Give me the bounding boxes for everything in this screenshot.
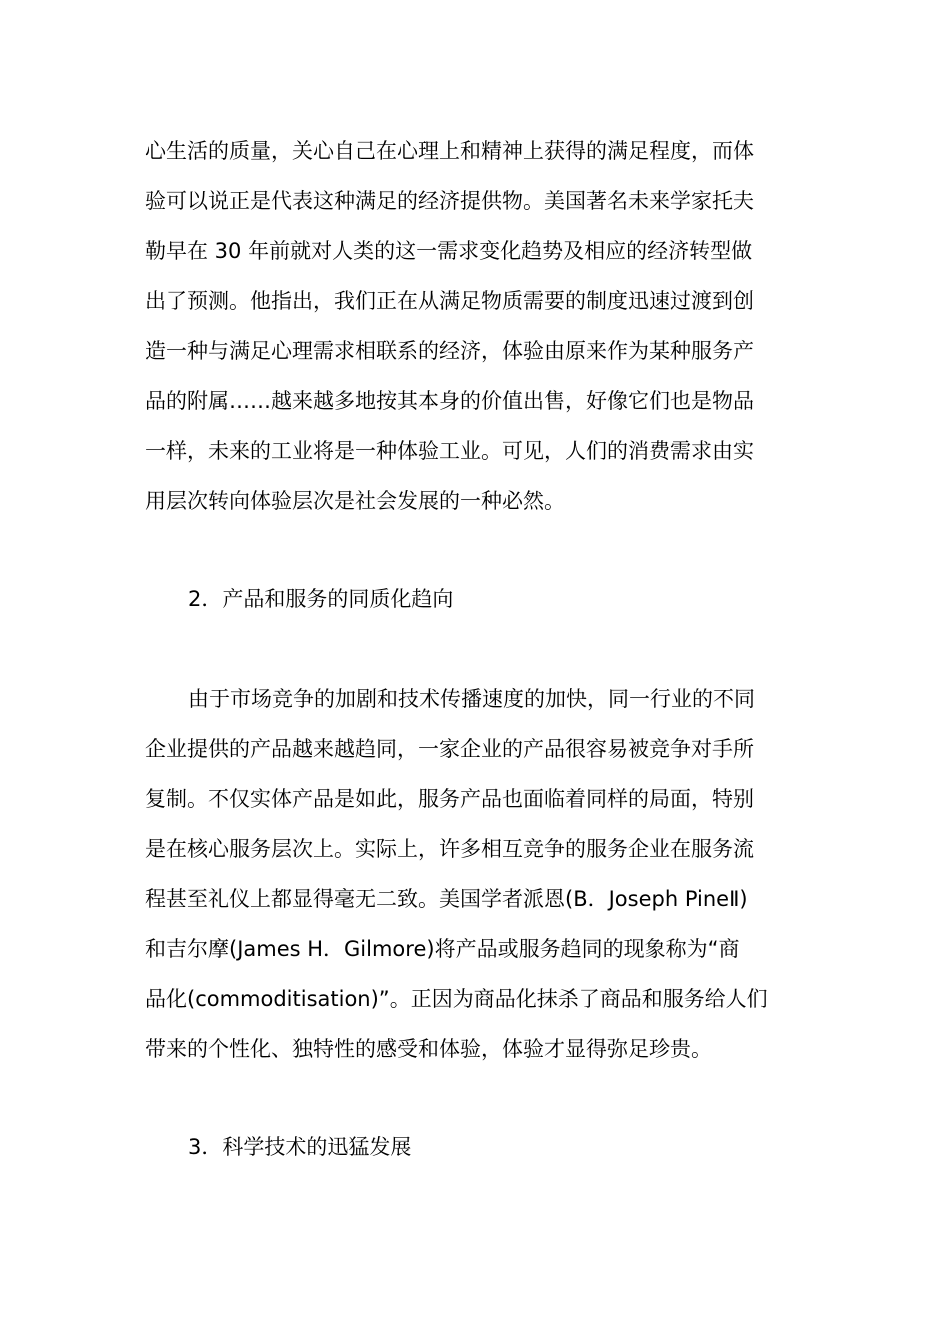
paragraph-line: 和吉尔摩(James H．Gilmore)将产品或服务趋同的现象称为“商 [145, 937, 740, 961]
paragraph-line: 带来的个性化、独特性的感受和体验，体验才显得弥足珍贵。 [145, 1037, 712, 1061]
section-heading-2: 2．产品和服务的同质化趋向 [188, 587, 454, 611]
paragraph-line: 企业提供的产品越来越趋同，一家企业的产品很容易被竞争对手所 [145, 737, 754, 761]
paragraph-line: 品化(commoditisation)”。正因为商品化抹杀了商品和服务给人们 [145, 987, 768, 1011]
paragraph-line: 一样，未来的工业将是一种体验工业。可见，人们的消费需求由实 [145, 439, 754, 463]
paragraph-line: 是在核心服务层次上。实际上，许多相互竞争的服务企业在服务流 [145, 837, 754, 861]
paragraph-line: 勒早在 30 年前就对人类的这一需求变化趋势及相应的经济转型做 [145, 239, 753, 263]
section-heading-3: 3．科学技术的迅猛发展 [188, 1135, 412, 1159]
paragraph-line: 出了预测。他指出，我们正在从满足物质需要的制度迅速过渡到创 [145, 289, 754, 313]
paragraph-line: 由于市场竞争的加剧和技术传播速度的加快，同一行业的不同 [188, 687, 755, 711]
paragraph-line: 造一种与满足心理需求相联系的经济，体验由原来作为某种服务产 [145, 339, 754, 363]
paragraph-line: 品的附属……越来越多地按其本身的价值出售，好像它们也是物品 [145, 389, 754, 413]
paragraph-line: 验可以说正是代表这种满足的经济提供物。美国著名未来学家托夫 [145, 189, 754, 213]
paragraph-line: 心生活的质量，关心自己在心理上和精神上获得的满足程度，而体 [145, 139, 754, 163]
paragraph-line: 用层次转向体验层次是社会发展的一种必然。 [145, 489, 565, 513]
paragraph-line: 程甚至礼仪上都显得毫无二致。美国学者派恩(B．Joseph PineⅡ) [145, 887, 748, 911]
paragraph-line: 复制。不仅实体产品是如此，服务产品也面临着同样的局面，特别 [145, 787, 754, 811]
